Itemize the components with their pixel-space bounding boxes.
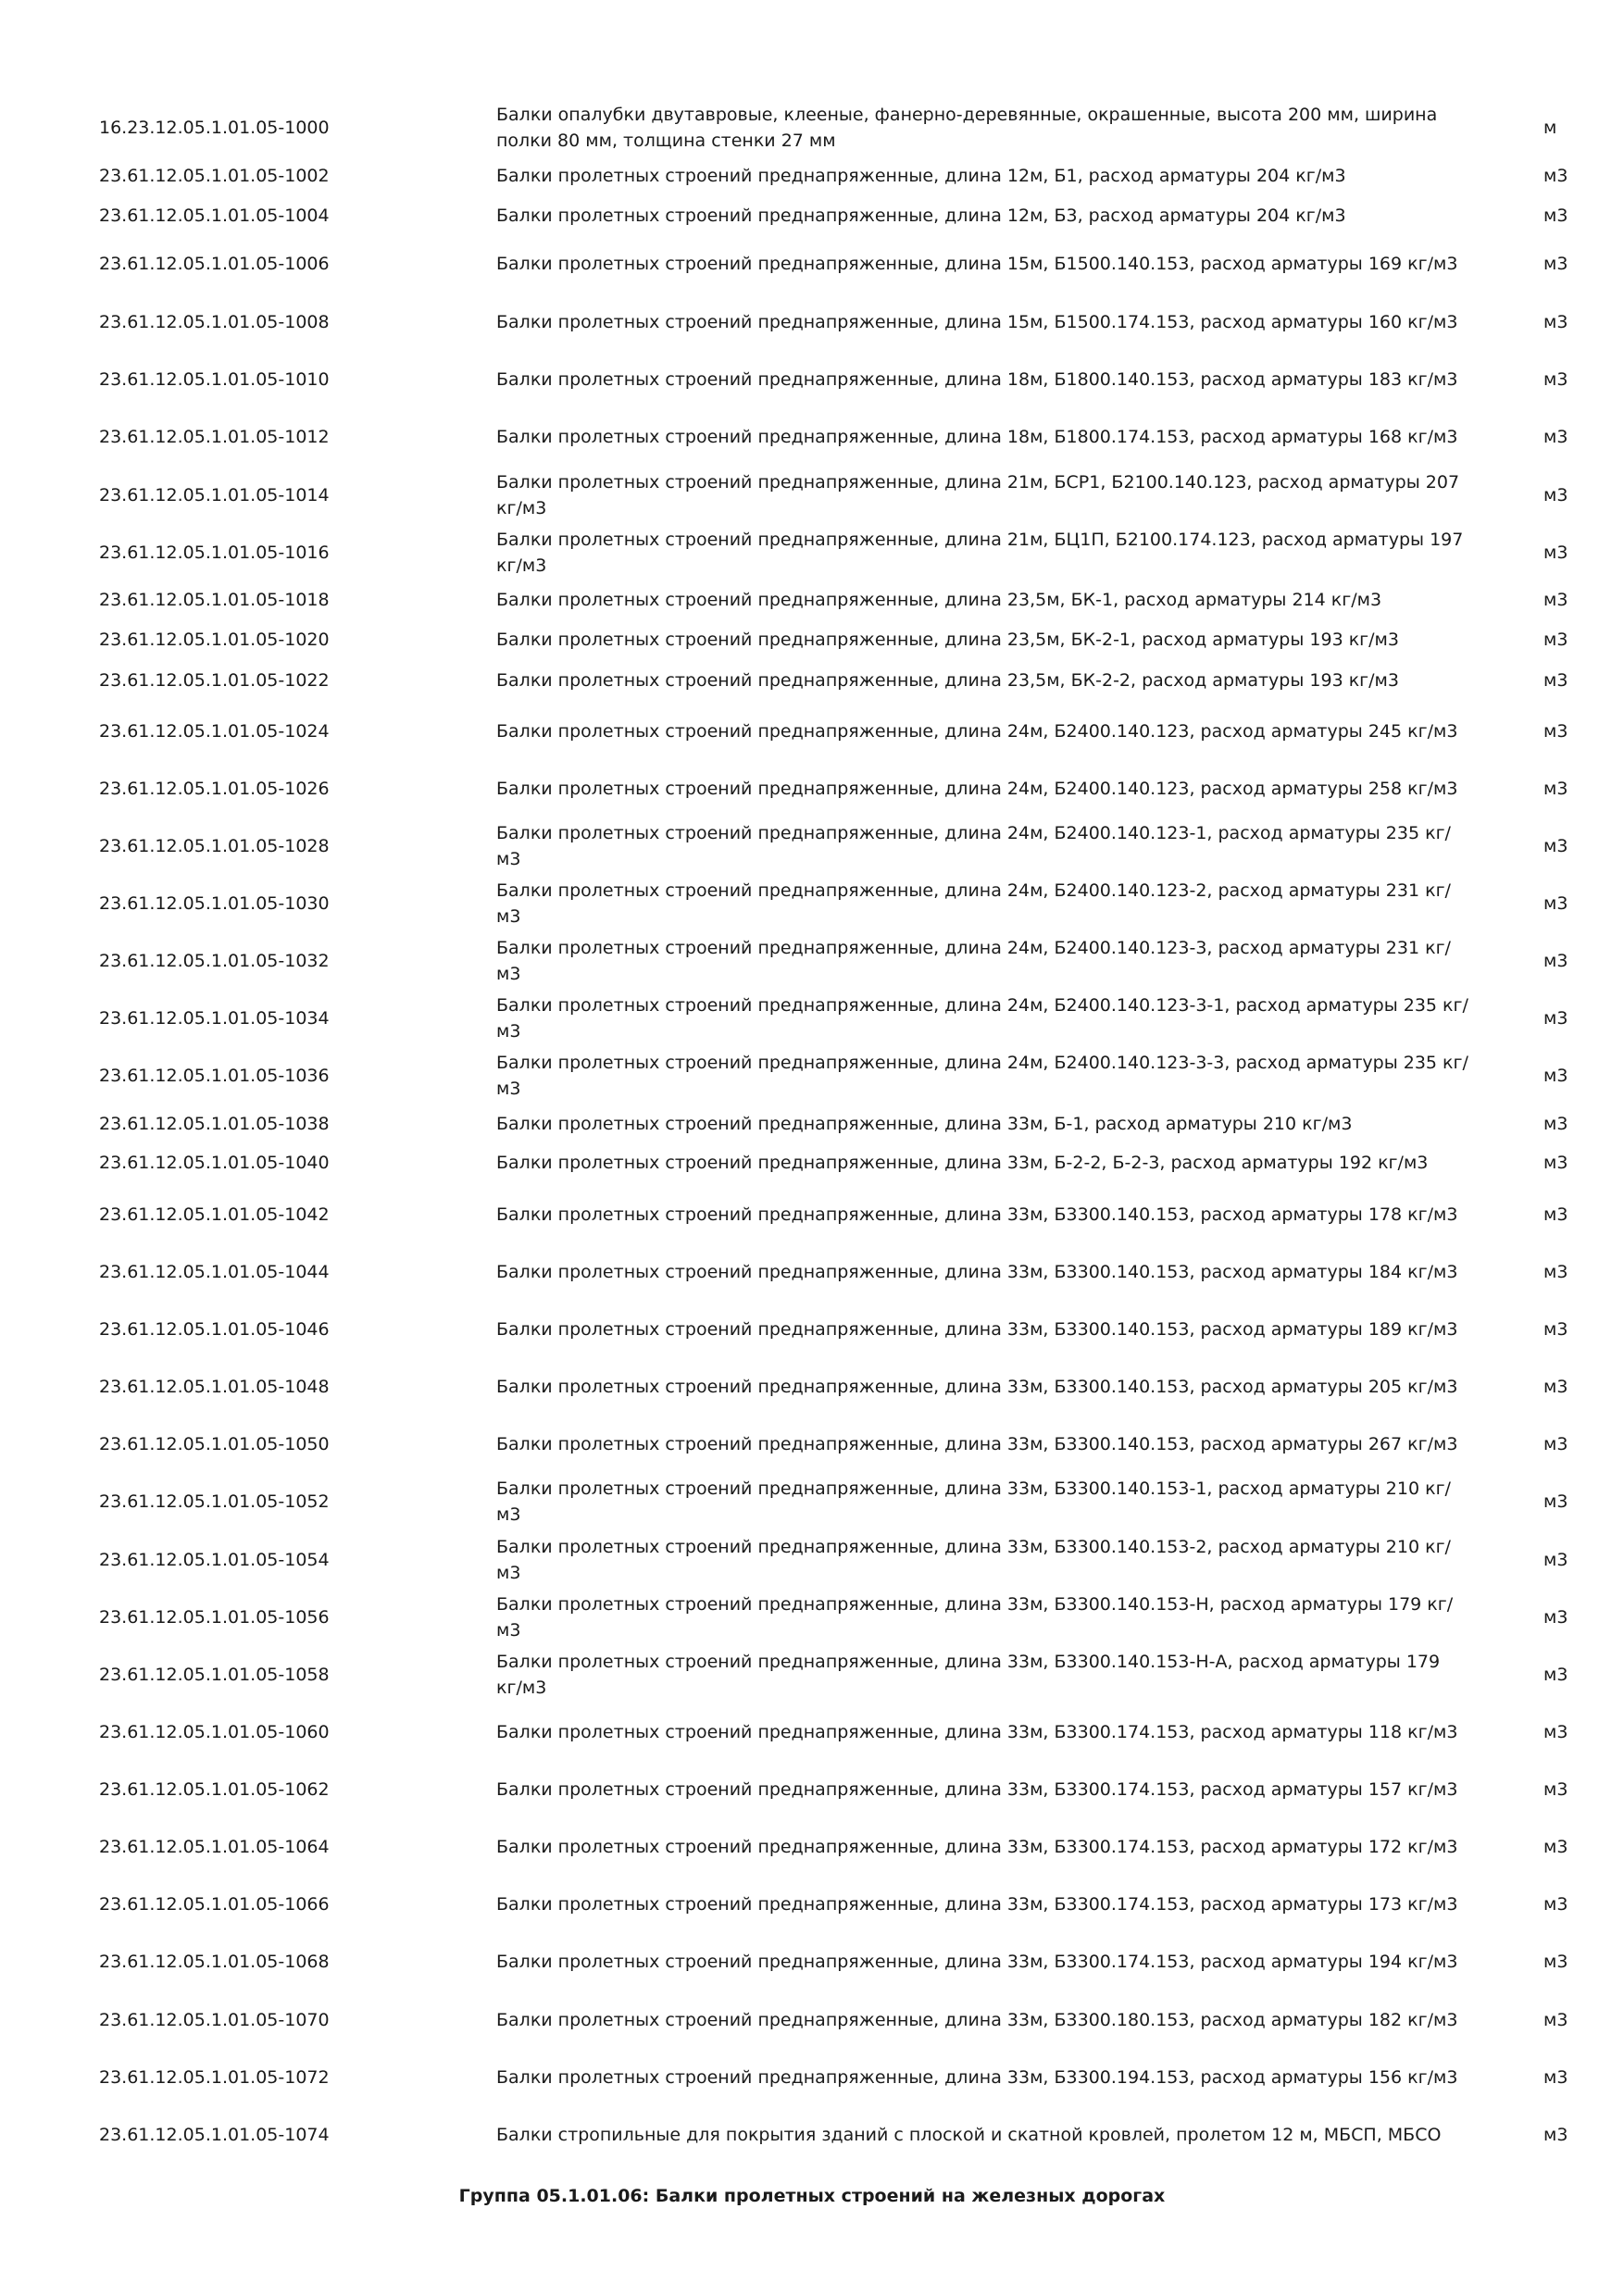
resource-description: Балки пролетных строений преднапряженные, длина 33м, Б3300.140.153, расход арматуры 205 кг/м3 xyxy=(496,1377,1458,1397)
resource-description: Балки пролетных строений преднапряженные, длина 21м, БСР1, Б2100.140.123, расход арматуры 207 кг/м3 xyxy=(496,472,1460,518)
resource-description: Балки пролетных строений преднапряженные, длина 33м, Б3300.174.153, расход арматуры 157 кг/м3 xyxy=(496,1779,1458,1800)
resource-description: Балки пролетных строений преднапряженные, длина 18м, Б1800.140.153, расход арматуры 183 кг/м3 xyxy=(496,369,1458,390)
table-row xyxy=(0,100,1624,156)
resource-unit: м3 xyxy=(1543,951,1568,971)
resource-unit: м3 xyxy=(1543,893,1568,914)
resource-unit: м3 xyxy=(1543,1319,1568,1340)
resource-unit: м xyxy=(1543,118,1557,138)
resource-unit: м3 xyxy=(1543,1837,1568,1857)
resource-code: 23.61.12.05.1.01.05-1032 xyxy=(99,951,330,971)
resource-code: 23.61.12.05.1.01.05-1006 xyxy=(99,254,330,274)
table-row xyxy=(0,761,1624,817)
table-row xyxy=(0,1048,1624,1104)
resource-description: Балки пролетных строений преднапряженные, длина 23,5м, БК-2-2, расход арматуры 193 кг/м3 xyxy=(496,670,1399,691)
resource-unit: м3 xyxy=(1543,427,1568,447)
table-row xyxy=(0,1474,1624,1529)
table-row xyxy=(0,1416,1624,1472)
resource-code: 23.61.12.05.1.01.05-1020 xyxy=(99,630,330,650)
resource-description: Балки пролетных строений преднапряженные, длина 33м, Б3300.140.153-Н, расход арматуры 179 кг/м3 xyxy=(496,1594,1454,1641)
table-row xyxy=(0,876,1624,931)
resource-unit: м3 xyxy=(1543,721,1568,742)
resource-description: Балки пролетных строений преднапряженные, длина 24м, Б2400.140.123-3-1, расход арматуры 235 кг/м3 xyxy=(496,995,1468,1042)
resource-code: 23.61.12.05.1.01.05-1028 xyxy=(99,836,330,856)
resource-description: Балки пролетных строений преднапряженные, длина 33м, Б3300.140.153, расход арматуры 184 кг/м3 xyxy=(496,1262,1458,1282)
resource-unit: м3 xyxy=(1543,630,1568,650)
resource-code: 23.61.12.05.1.01.05-1014 xyxy=(99,485,330,505)
resource-code: 23.61.12.05.1.01.05-1074 xyxy=(99,2125,330,2145)
resource-code: 23.61.12.05.1.01.05-1018 xyxy=(99,590,330,610)
resource-description: Балки пролетных строений преднапряженные, длина 33м, Б3300.180.153, расход арматуры 182 кг/м3 xyxy=(496,2010,1458,2030)
table-row xyxy=(0,294,1624,350)
group-title: Группа 05.1.01.06: Балки пролетных строений на железных дорогах xyxy=(458,2186,1166,2206)
table-row xyxy=(0,352,1624,407)
resource-unit: м3 xyxy=(1543,312,1568,332)
resource-code: 23.61.12.05.1.01.05-1042 xyxy=(99,1204,330,1225)
resource-code: 23.61.12.05.1.01.05-1024 xyxy=(99,721,330,742)
resource-description: Балки пролетных строений преднапряженные, длина 24м, Б2400.140.123-2, расход арматуры 231 кг/м3 xyxy=(496,880,1451,927)
table-row xyxy=(0,933,1624,989)
table-row xyxy=(0,1762,1624,1817)
resource-unit: м3 xyxy=(1543,1204,1568,1225)
resource-description: Балки пролетных строений преднапряженные, длина 23,5м, БК-2-1, расход арматуры 193 кг/м3 xyxy=(496,630,1399,650)
table-row xyxy=(0,468,1624,523)
resource-code: 23.61.12.05.1.01.05-1070 xyxy=(99,2010,330,2030)
resource-unit: м3 xyxy=(1543,836,1568,856)
resource-description: Балки пролетных строений преднапряженные, длина 33м, Б-2-2, Б-2-3, расход арматуры 192 кг/м3 xyxy=(496,1153,1429,1173)
table-row xyxy=(0,1532,1624,1588)
resource-code: 23.61.12.05.1.01.05-1068 xyxy=(99,1952,330,1972)
resource-code: 16.23.12.05.1.01.05-1000 xyxy=(99,118,330,138)
resource-unit: м3 xyxy=(1543,1262,1568,1282)
resource-description: Балки пролетных строений преднапряженные, длина 24м, Б2400.140.123-3-3, расход арматуры 235 кг/м3 xyxy=(496,1053,1468,1099)
resource-code: 23.61.12.05.1.01.05-1010 xyxy=(99,369,330,390)
resource-code: 23.61.12.05.1.01.05-1016 xyxy=(99,543,330,563)
resource-description: Балки пролетных строений преднапряженные, длина 24м, Б2400.140.123-1, расход арматуры 235 кг/м3 xyxy=(496,823,1451,869)
resource-code: 23.61.12.05.1.01.05-1022 xyxy=(99,670,330,691)
table-row xyxy=(0,818,1624,874)
table-row xyxy=(0,1992,1624,2048)
resource-description: Балки пролетных строений преднапряженные, длина 15м, Б1500.140.153, расход арматуры 169 кг/м3 xyxy=(496,254,1458,274)
resource-unit: м3 xyxy=(1543,1066,1568,1086)
resource-description: Балки пролетных строений преднапряженные, длина 33м, Б3300.140.153-Н-А, расход арматуры 179 кг/м3 xyxy=(496,1652,1441,1698)
resource-unit: м3 xyxy=(1543,254,1568,274)
table-row xyxy=(0,1704,1624,1760)
resource-unit: м3 xyxy=(1543,1550,1568,1570)
resource-description: Балки пролетных строений преднапряженные, длина 23,5м, БК-1, расход арматуры 214 кг/м3 xyxy=(496,590,1382,610)
resource-unit: м3 xyxy=(1543,485,1568,505)
resource-code: 23.61.12.05.1.01.05-1002 xyxy=(99,166,330,186)
resource-description: Балки опалубки двутавровые, клееные, фанерно-деревянные, окрашенные, высота 200 мм, ширина полки 80 мм, толщина стенки 27 мм xyxy=(496,105,1438,151)
resource-description: Балки пролетных строений преднапряженные, длина 21м, БЦ1П, Б2100.174.123, расход арматуры 197 кг/м3 xyxy=(496,530,1464,576)
resource-code: 23.61.12.05.1.01.05-1072 xyxy=(99,2067,330,2088)
resource-code: 23.61.12.05.1.01.05-1054 xyxy=(99,1550,330,1570)
resource-code: 23.61.12.05.1.01.05-1004 xyxy=(99,206,330,226)
resource-unit: м3 xyxy=(1543,2010,1568,2030)
table-row xyxy=(0,1934,1624,1990)
table-row xyxy=(0,1877,1624,1932)
resource-unit: м3 xyxy=(1543,1722,1568,1742)
table-row xyxy=(0,409,1624,465)
resource-unit: м3 xyxy=(1543,166,1568,186)
resource-unit: м3 xyxy=(1543,779,1568,799)
resource-code: 23.61.12.05.1.01.05-1064 xyxy=(99,1837,330,1857)
table-row xyxy=(0,1590,1624,1645)
resource-code: 23.61.12.05.1.01.05-1034 xyxy=(99,1008,330,1029)
resource-code: 23.61.12.05.1.01.05-1030 xyxy=(99,893,330,914)
resource-code: 23.61.12.05.1.01.05-1046 xyxy=(99,1319,330,1340)
resource-description: Балки пролетных строений преднапряженные, длина 33м, Б3300.174.153, расход арматуры 173 кг/м3 xyxy=(496,1894,1458,1915)
table-row xyxy=(0,2050,1624,2105)
resource-unit: м3 xyxy=(1543,670,1568,691)
table-row xyxy=(0,1359,1624,1415)
resource-description: Балки пролетных строений преднапряженные, длина 33м, Б3300.194.153, расход арматуры 156 кг/м3 xyxy=(496,2067,1458,2088)
resource-code: 23.61.12.05.1.01.05-1056 xyxy=(99,1607,330,1628)
resource-code: 23.61.12.05.1.01.05-1060 xyxy=(99,1722,330,1742)
resource-code: 23.61.12.05.1.01.05-1012 xyxy=(99,427,330,447)
resource-unit: м3 xyxy=(1543,1894,1568,1915)
resource-description: Балки пролетных строений преднапряженные, длина 18м, Б1800.174.153, расход арматуры 168 кг/м3 xyxy=(496,427,1458,447)
resource-code: 23.61.12.05.1.01.05-1062 xyxy=(99,1779,330,1800)
resource-unit: м3 xyxy=(1543,1491,1568,1512)
table-row xyxy=(0,704,1624,759)
resource-unit: м3 xyxy=(1543,1434,1568,1454)
resource-unit: м3 xyxy=(1543,590,1568,610)
resource-description: Балки пролетных строений преднапряженные, длина 33м, Б3300.140.153-1, расход арматуры 210 кг/м3 xyxy=(496,1479,1451,1525)
table-row xyxy=(0,1819,1624,1875)
resource-code: 23.61.12.05.1.01.05-1066 xyxy=(99,1894,330,1915)
resource-code: 23.61.12.05.1.01.05-1036 xyxy=(99,1066,330,1086)
table-row xyxy=(0,653,1624,708)
resource-code: 23.61.12.05.1.01.05-1026 xyxy=(99,779,330,799)
resource-unit: м3 xyxy=(1543,543,1568,563)
resource-code: 23.61.12.05.1.01.05-1038 xyxy=(99,1114,330,1134)
resource-code: 23.61.12.05.1.01.05-1040 xyxy=(99,1153,330,1173)
resource-unit: м3 xyxy=(1543,1665,1568,1685)
resource-unit: м3 xyxy=(1543,2125,1568,2145)
table-row xyxy=(0,2107,1624,2163)
resource-code: 23.61.12.05.1.01.05-1052 xyxy=(99,1491,330,1512)
resource-unit: м3 xyxy=(1543,369,1568,390)
resource-description: Балки пролетных строений преднапряженные, длина 24м, Б2400.140.123, расход арматуры 258 кг/м3 xyxy=(496,779,1458,799)
resource-unit: м3 xyxy=(1543,1377,1568,1397)
resource-description: Балки пролетных строений преднапряженные, длина 24м, Б2400.140.123-3, расход арматуры 231 кг/м3 xyxy=(496,938,1451,984)
resource-code: 23.61.12.05.1.01.05-1048 xyxy=(99,1377,330,1397)
resource-description: Балки пролетных строений преднапряженные, длина 33м, Б3300.174.153, расход арматуры 194 кг/м3 xyxy=(496,1952,1458,1972)
resource-description: Балки пролетных строений преднапряженные, длина 33м, Б-1, расход арматуры 210 кг/м3 xyxy=(496,1114,1353,1134)
resource-description: Балки пролетных строений преднапряженные, длина 24м, Б2400.140.123, расход арматуры 245 кг/м3 xyxy=(496,721,1458,742)
resource-unit: м3 xyxy=(1543,206,1568,226)
resource-description: Балки стропильные для покрытия зданий с плоской и скатной кровлей, пролетом 12 м, МБСП, МБСО xyxy=(496,2125,1442,2145)
table-row xyxy=(0,188,1624,243)
resource-unit: м3 xyxy=(1543,1779,1568,1800)
resource-unit: м3 xyxy=(1543,1153,1568,1173)
table-row xyxy=(0,1302,1624,1357)
resource-unit: м3 xyxy=(1543,1607,1568,1628)
resource-description: Балки пролетных строений преднапряженные, длина 12м, Б1, расход арматуры 204 кг/м3 xyxy=(496,166,1346,186)
table-row xyxy=(0,1187,1624,1242)
resource-description: Балки пролетных строений преднапряженные, длина 12м, Б3, расход арматуры 204 кг/м3 xyxy=(496,206,1346,226)
table-row xyxy=(0,1244,1624,1300)
resource-unit: м3 xyxy=(1543,1114,1568,1134)
resource-description: Балки пролетных строений преднапряженные, длина 15м, Б1500.174.153, расход арматуры 160 кг/м3 xyxy=(496,312,1458,332)
resource-code: 23.61.12.05.1.01.05-1058 xyxy=(99,1665,330,1685)
table-row xyxy=(0,236,1624,292)
resource-description: Балки пролетных строений преднапряженные, длина 33м, Б3300.140.153-2, расход арматуры 210 кг/м3 xyxy=(496,1537,1451,1583)
resource-description: Балки пролетных строений преднапряженные, длина 33м, Б3300.140.153, расход арматуры 189 кг/м3 xyxy=(496,1319,1458,1340)
resource-code: 23.61.12.05.1.01.05-1044 xyxy=(99,1262,330,1282)
resource-code: 23.61.12.05.1.01.05-1050 xyxy=(99,1434,330,1454)
table-row xyxy=(0,991,1624,1046)
resource-unit: м3 xyxy=(1543,1952,1568,1972)
resource-description: Балки пролетных строений преднапряженные, длина 33м, Б3300.174.153, расход арматуры 118 кг/м3 xyxy=(496,1722,1458,1742)
table-row xyxy=(0,1647,1624,1703)
resource-description: Балки пролетных строений преднапряженные, длина 33м, Б3300.140.153, расход арматуры 267 кг/м3 xyxy=(496,1434,1458,1454)
resource-unit: м3 xyxy=(1543,2067,1568,2088)
resource-code: 23.61.12.05.1.01.05-1008 xyxy=(99,312,330,332)
resource-unit: м3 xyxy=(1543,1008,1568,1029)
resource-description: Балки пролетных строений преднапряженные, длина 33м, Б3300.174.153, расход арматуры 172 кг/м3 xyxy=(496,1837,1458,1857)
table-row xyxy=(0,1135,1624,1191)
resource-description: Балки пролетных строений преднапряженные, длина 33м, Б3300.140.153, расход арматуры 178 кг/м3 xyxy=(496,1204,1458,1225)
